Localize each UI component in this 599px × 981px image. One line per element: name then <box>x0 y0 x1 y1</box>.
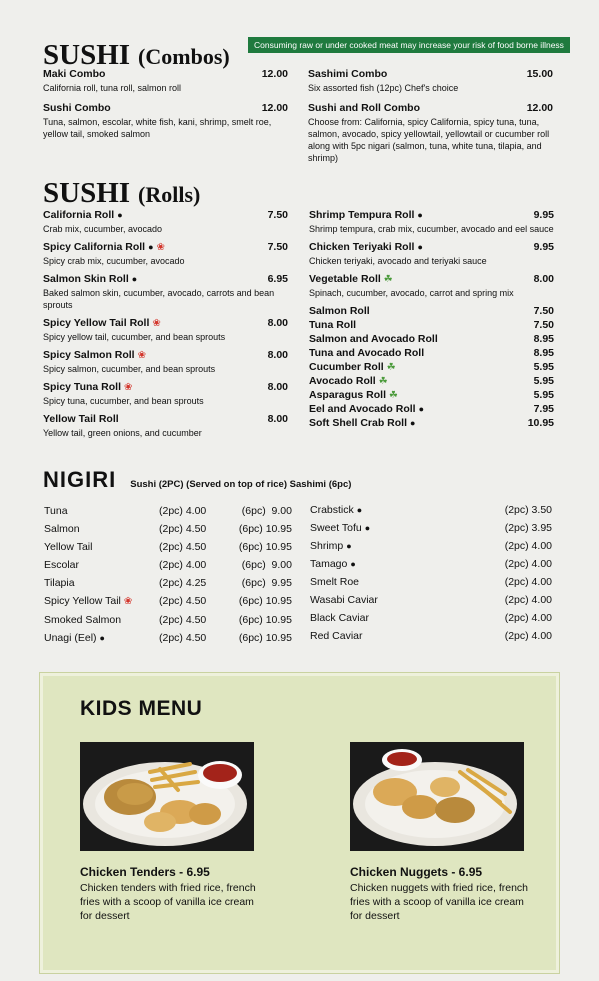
roll-item: Tuna and Avocado Roll 8.95 <box>309 347 554 359</box>
roll-item: Spicy Tuna Roll ❀ 8.00 Spicy tuna, cucumber, and bean sprouts <box>43 381 288 406</box>
nigiri-row: Smoked Salmon (2pc) 4.50 (6pc) 10.95 <box>44 614 292 626</box>
nigiri-row: Spicy Yellow Tail ❀ (2pc) 4.50 (6pc) 10.95 <box>44 592 294 611</box>
nigiri-row: Tilapia (2pc) 4.25 (6pc) 9.95 <box>44 577 292 589</box>
pepper-icon: ❀ <box>152 318 161 329</box>
nigiri-row: Red Caviar (2pc) 4.00 <box>310 630 552 642</box>
roll-item: Salmon Skin Roll ● 6.95 Baked salmon skin, cucumber, avocado, carrots and bean sprouts <box>43 273 288 310</box>
roll-item: Tuna Roll 7.50 <box>309 319 554 331</box>
chopsticks-icon: ● <box>417 210 423 220</box>
chopsticks-icon: ● <box>350 559 356 569</box>
roll-item: Shrimp Tempura Roll ● 9.95 Shrimp tempura, crab mix, cucumber, avocado and eel sauce <box>309 209 554 234</box>
roll-item: Yellow Tail Roll 8.00 Yellow tail, green onions, and cucumber <box>43 413 288 438</box>
nigiri-row: Shrimp ● (2pc) 4.00 <box>310 537 552 555</box>
combo-item: Maki Combo 12.00 California roll, tuna roll, salmon roll <box>43 68 288 93</box>
chicken-nuggets-photo <box>350 742 524 851</box>
kids-item-desc: Chicken nuggets with fried rice, french fries with a scoop of vanilla ice cream for dessert <box>350 882 529 922</box>
nigiri-subtitle: Sushi (2PC) (Served on top of rice) Sashimi (6pc) <box>130 479 352 490</box>
chopsticks-icon: ● <box>356 505 363 515</box>
nigiri-row: Salmon (2pc) 4.50 (6pc) 10.95 <box>44 523 292 535</box>
chopsticks-icon: ● <box>148 242 154 252</box>
kids-menu-panel <box>40 673 559 973</box>
chopsticks-icon: ● <box>346 541 352 551</box>
raw-food-warning: Consuming raw or under cooked meat may increase your risk of food borne illness <box>248 37 570 53</box>
leaf-icon: ☘ <box>378 376 388 387</box>
kids-menu-title: KIDS MENU <box>80 697 203 720</box>
chopsticks-icon: ● <box>117 210 123 220</box>
pepper-icon: ❀ <box>123 382 133 393</box>
rolls-right-column <box>309 209 554 431</box>
nigiri-row: Escolar (2pc) 4.00 (6pc) 9.00 <box>44 559 292 571</box>
roll-item: California Roll ● 7.50 Crab mix, cucumber, avocado <box>43 209 288 234</box>
roll-item: Spicy Yellow Tail Roll ❀ 8.00 Spicy yellow tail, cucumber, and bean sprouts <box>43 317 288 342</box>
combo-item: Sushi Combo 12.00 Tuna, salmon, escolar, white fish, kani, shrimp, smelt roe, yellow tail, smoked salmon <box>43 102 288 139</box>
nigiri-row: Unagi (Eel) ● (2pc) 4.50 (6pc) 10.95 <box>44 629 294 647</box>
chopsticks-icon: ● <box>418 404 425 414</box>
roll-item: Soft Shell Crab Roll ● 10.95 <box>309 417 554 429</box>
chopsticks-icon: ● <box>99 633 105 643</box>
roll-item: Salmon Roll 7.50 <box>309 305 554 317</box>
pepper-icon: ❀ <box>137 350 146 361</box>
roll-item: Spicy California Roll ● ❀ 7.50 Spicy crab mix, cucumber, avocado <box>43 241 288 266</box>
chicken-tenders-photo <box>80 742 254 851</box>
leaf-icon: ☘ <box>389 390 398 401</box>
nigiri-row: Wasabi Caviar (2pc) 4.00 <box>310 594 552 606</box>
roll-item: Avocado Roll ☘ 5.95 <box>309 375 554 387</box>
chopsticks-icon: ● <box>417 242 423 252</box>
nigiri-row: Crabstick ● (2pc) 3.50 <box>310 501 552 519</box>
combo-item: Sashimi Combo 15.00 Six assorted fish (12pc) Chef's choice <box>308 68 553 93</box>
roll-item: Vegetable Roll ☘ 8.00 Spinach, cucumber, avocado, carrot and spring mix <box>309 273 554 298</box>
chopsticks-icon: ● <box>364 523 371 533</box>
nigiri-row: Sweet Tofu ● (2pc) 3.95 <box>310 519 552 537</box>
roll-item: Cucumber Roll ☘ 5.95 <box>309 361 554 373</box>
pepper-icon: ❀ <box>123 596 133 607</box>
kids-item-name: Chicken Tenders - 6.95 <box>80 865 210 879</box>
nigiri-row: Yellow Tail (2pc) 4.50 (6pc) 10.95 <box>44 541 292 553</box>
roll-item: Eel and Avocado Roll ● 7.95 <box>309 403 554 415</box>
pepper-icon: ❀ <box>156 242 165 253</box>
nigiri-header <box>43 467 351 493</box>
leaf-icon: ☘ <box>386 362 396 373</box>
roll-item: Chicken Teriyaki Roll ● 9.95 Chicken teriyaki, avocado and teriyaki sauce <box>309 241 554 266</box>
rolls-title: SUSHI (Rolls) <box>43 177 201 209</box>
nigiri-row: Smelt Roe (2pc) 4.00 <box>310 576 552 588</box>
roll-item: Salmon and Avocado Roll 8.95 <box>309 333 554 345</box>
chopsticks-icon: ● <box>131 274 138 284</box>
nigiri-title: NIGIRI <box>43 467 117 492</box>
nigiri-right-list <box>310 501 552 645</box>
roll-item: Spicy Salmon Roll ❀ 8.00 Spicy salmon, cucumber, and bean sprouts <box>43 349 288 374</box>
nigiri-left-list <box>44 502 294 647</box>
nigiri-row: Tuna (2pc) 4.00 (6pc) 9.00 <box>44 505 292 517</box>
nigiri-row: Tamago ● (2pc) 4.00 <box>310 555 552 573</box>
kids-item-name: Chicken Nuggets - 6.95 <box>350 865 483 879</box>
kids-item-desc: Chicken tenders with fried rice, french fries with a scoop of vanilla ice cream for dessert <box>80 882 256 922</box>
leaf-icon: ☘ <box>383 274 393 285</box>
chopsticks-icon: ● <box>410 418 416 428</box>
nigiri-row: Black Caviar (2pc) 4.00 <box>310 612 552 624</box>
combos-title: SUSHI (Combos) <box>43 39 230 71</box>
rolls-left-column <box>43 209 288 445</box>
roll-item: Asparagus Roll ☘ 5.95 <box>309 389 554 401</box>
combo-item: Sushi and Roll Combo 12.00 Choose from: California, spicy California, spicy tuna, tuna, salmon, avocado, spicy yellowtail, yellowtail or cucumber roll along with 5pc nigari (salmon, tuna, white tuna, tilapia, and shrimp) <box>308 102 553 163</box>
